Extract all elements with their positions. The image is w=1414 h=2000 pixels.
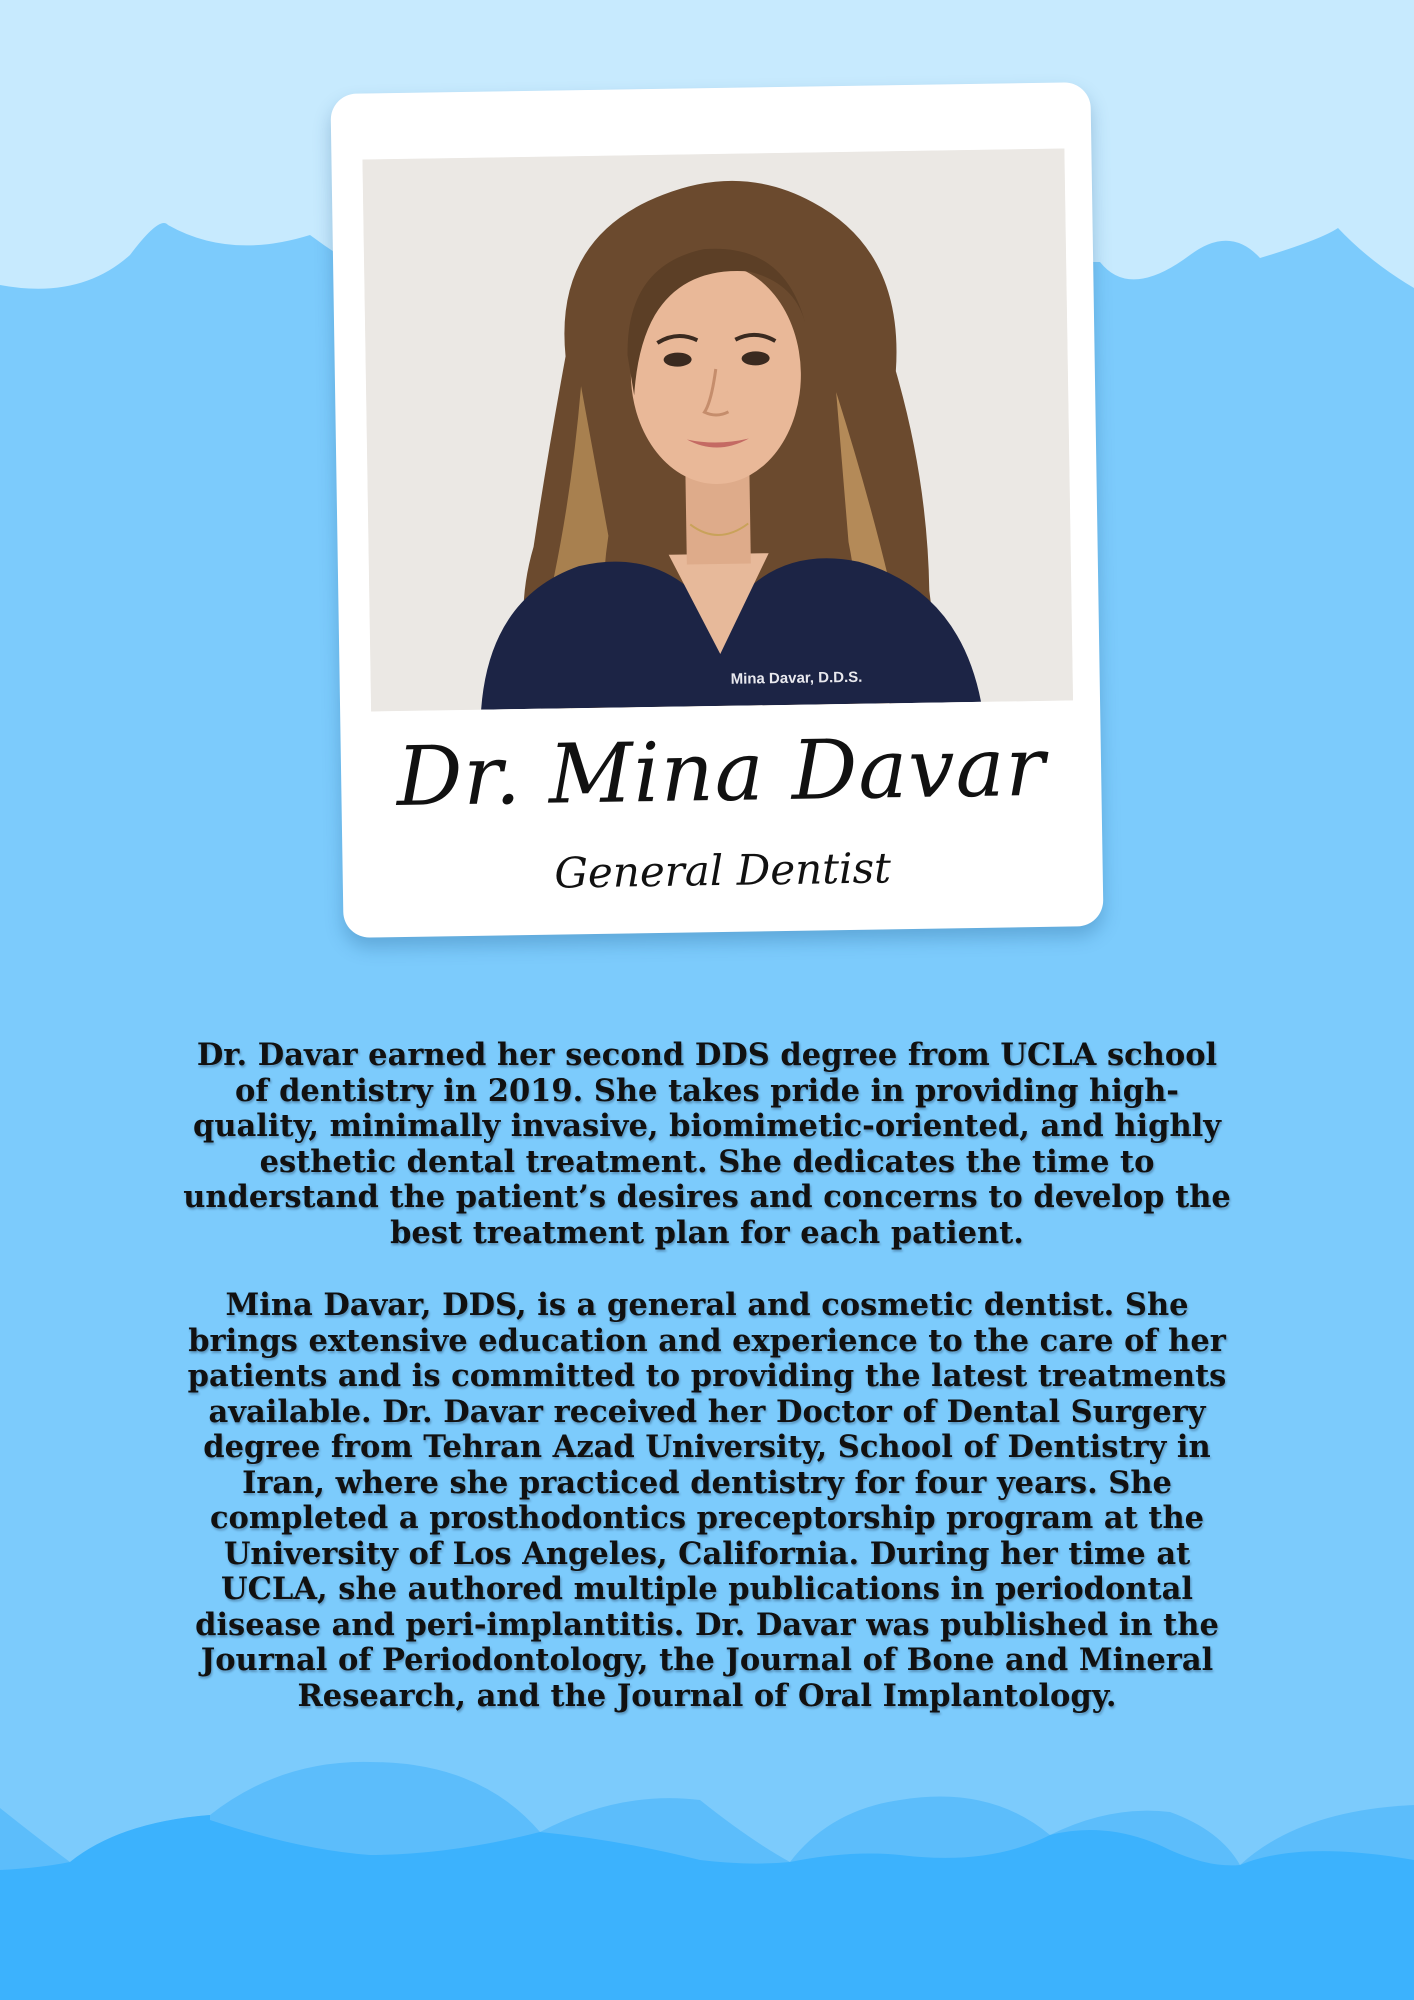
doctor-title: General Dentist: [554, 843, 892, 898]
profile-card: [330, 82, 1103, 938]
doctor-portrait-illustration: [362, 148, 1073, 711]
bio-paragraph-1: Dr. Davar earned her second DDS degree from UCLA school of dentistry in 2019. She takes pride in providing high-quality, minimally invasive, biomimetic-oriented, and highly esthetic dental treatment. She dedicates the time to understand the patient’s desires and concerns to develop the best treatment plan for each patient.: [183, 1037, 1231, 1251]
doctor-photo: [362, 148, 1073, 711]
bio-paragraph-2: Mina Davar, DDS, is a general and cosmetic dentist. She brings extensive education and experience to the care of her patients and is committed to providing the latest treatments available. Dr. Davar received her Doctor of Dental Surgery degree from Tehran Azad University, School of Dentistry in Iran, where she practiced dentistry for four years. She completed a prosthodontics preceptorship program at the University of Los Angeles, California. During her time at UCLA, she authored multiple publications in periodontal disease and peri-implantitis. Dr. Davar was published in the Journal of Periodontology, the Journal of Bone and Mineral Research, and the Journal of Oral Implantology.: [187, 1287, 1227, 1714]
doctor-name: Dr. Mina Davar: [395, 719, 1047, 826]
shirt-label-text: Mina Davar, D.D.S.: [730, 668, 863, 688]
